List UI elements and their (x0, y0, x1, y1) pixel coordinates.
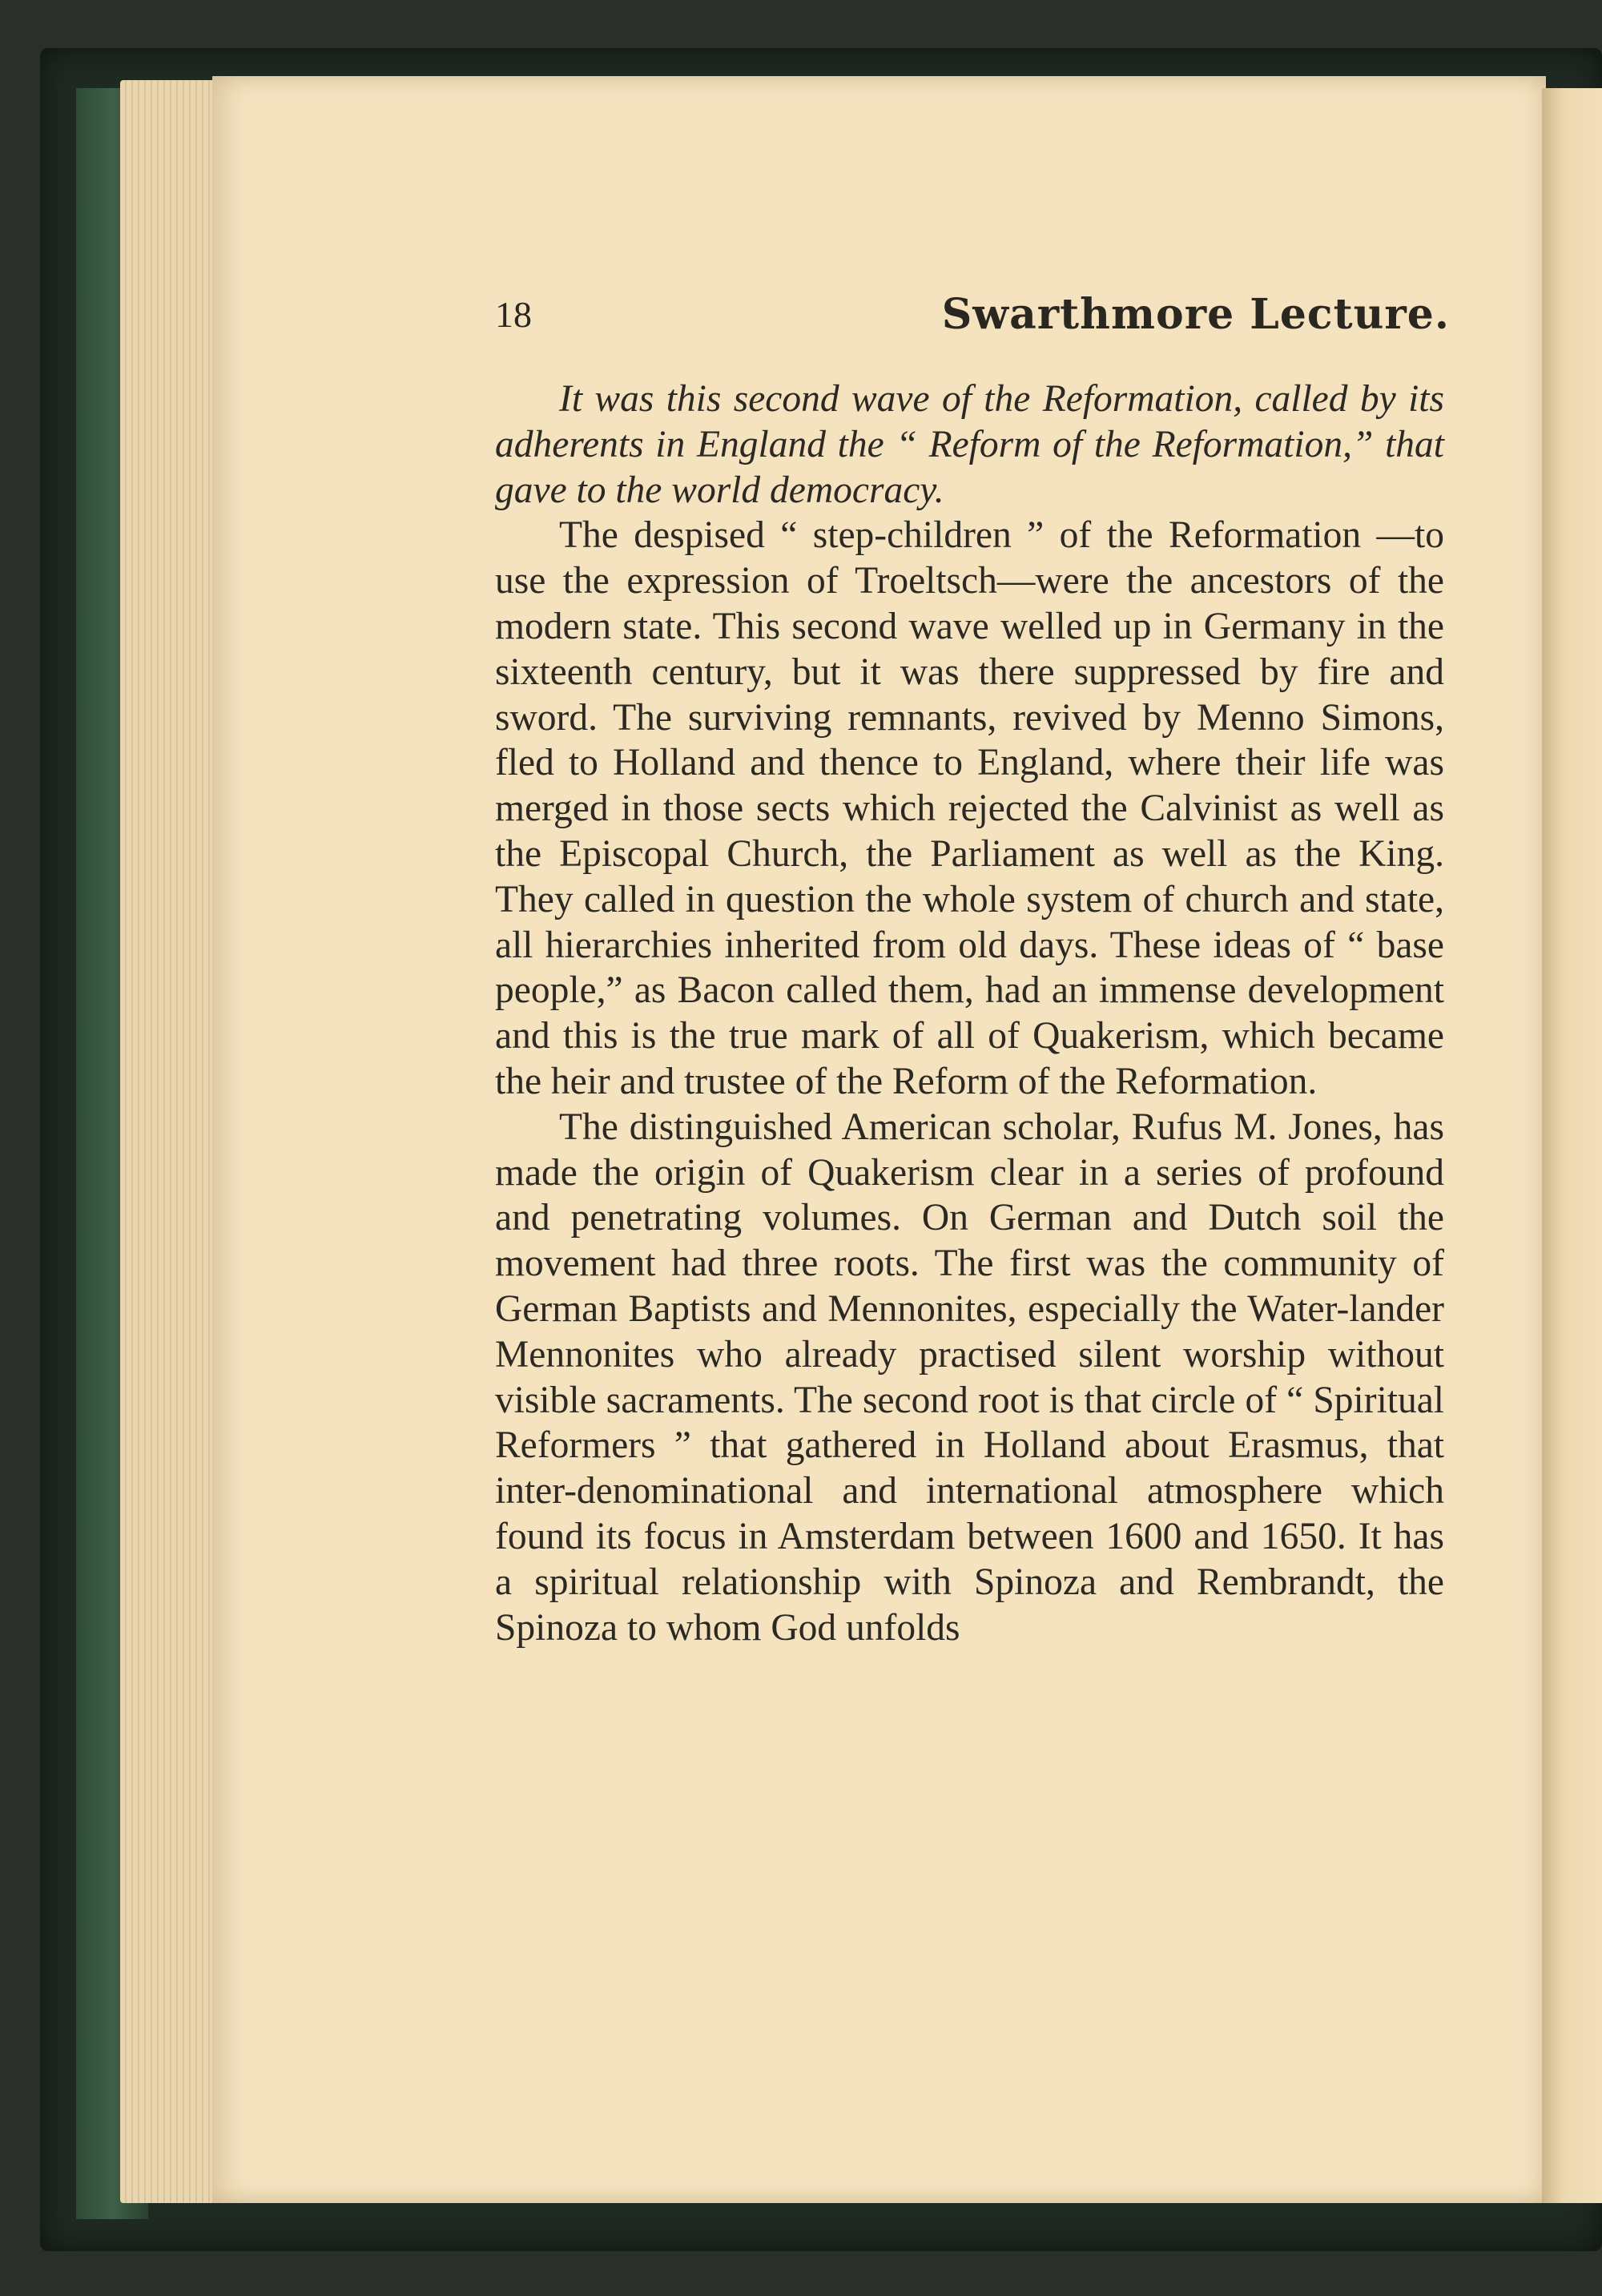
page-number: 18 (495, 294, 532, 335)
paragraph: The despised “ step-children ” of the Reformation —to use the expression of Troeltsch—were the ancestors of the modern state. This second wave welled up in Germany in the sixteenth century, but it was there suppressed by fire and sword. The surviving remnants, revived by Menno Simons, fled to Holland and thence to England, where their life was merged in those sects which rejected the Calvinist as well as the Episcopal Church, the Parliament as well as the King. They called in question the whole system of church and state, all hierarchies inherited from old days. These ideas of “ base people,” as Bacon called them, had an immense development and this is the true mark of all of Quakerism, which became the heir and trustee of the Reform of the Reformation. (495, 514, 1444, 1102)
paragraph-italic: It was this second wave of the Reformation, called by its adherents in England the “ Reform of the Reformation,” that gave to the world democracy. (495, 378, 1444, 511)
page-edges (120, 80, 224, 2203)
paragraph: The distinguished American scholar, Rufus M. Jones, has made the origin of Quakerism clear in a series of profound and penetrating volumes. On German and Dutch soil the movement had three roots. The first was the community of German Baptists and Mennonites, especially the Water-lander Mennonites who already practised silent worship without visible sacraments. The second root is that circle of “ Spiritual Reformers ” that gathered in Holland about Erasmus, that inter-denominational and international atmosphere which found its focus in Amsterdam between 1600 and 1650. It has a spiritual relationship with Spinoza and Rembrandt, the Spinoza to whom God unfolds (495, 1106, 1444, 1649)
running-title: Swarthmore Lecture. (941, 290, 1450, 339)
page-body (495, 377, 1444, 1650)
facing-page-edge (1542, 88, 1602, 2203)
